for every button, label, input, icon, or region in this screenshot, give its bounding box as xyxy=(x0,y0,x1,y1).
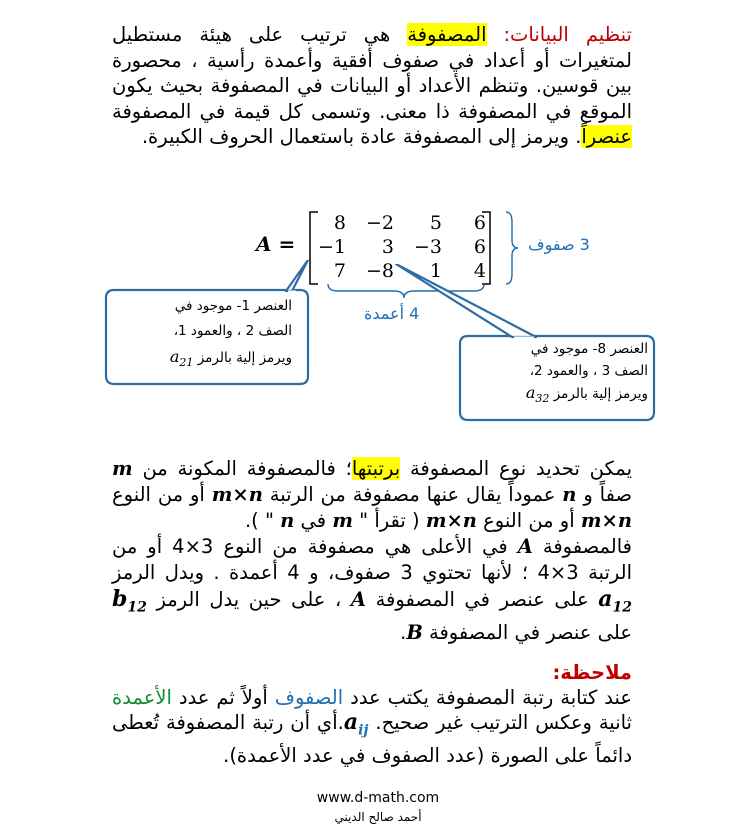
intro-text-1: هي ترتيب على هيئة مستطيل لمتغيرات أو أعداد في صفوف أفقية وأعمدة رأسية ، محصورة بين قوسين. وتنظم الأعداد أو البيانات في المصفوفة بحيث يكون الموقع في المصفوفة ذا معنى. وتسمى كل قيمة في المصفوفة xyxy=(112,23,632,123)
keyword-element: عنصراً xyxy=(581,125,632,148)
footer-author: أحمد صالح الديني xyxy=(334,810,422,824)
footer-url: www.d-math.com xyxy=(316,790,440,806)
order-paragraph: يمكن تحديد نوع المصفوفة برتبتها؛ فالمصفوفة المكونة من m صفاً و n عموداً يقال عنها مصفوفة من الرتبة m×n أو من النوع m×n أو من النوع m×n ( تقرأ " m في n " ). فالمصفوفة A في الأعلى هي مصفوفة من النوع 3×4 أو من الرتبة 3×4 ؛ لأنها تحتوي 3 صفوف، و 4 أعمدة . ويدل الرمز $a_{12}$ على عنصر في المصفوفة A ، على حين يدل الرمز $b_{12}$ على عنصر في المصفوفة B. xyxy=(112,457,633,645)
callout-right xyxy=(476,338,648,410)
keyword-order: برتبتها xyxy=(351,457,401,480)
intro-term: تنظيم البيانات: xyxy=(503,23,632,46)
matrix-cell-r1c2: −2 xyxy=(365,212,394,234)
matrix-cell-r3c4: 4 xyxy=(473,260,486,282)
keyword-matrix: المصفوفة xyxy=(407,23,487,46)
matrix-label: A = xyxy=(256,232,296,256)
callout-right-line1: العنصر 8- موجود في xyxy=(530,341,648,357)
matrix-diagram xyxy=(0,200,756,430)
matrix-cell-r1c1: 8 xyxy=(333,212,346,234)
intro-paragraph xyxy=(112,22,632,150)
note-block: ملاحظة: عند كتابة رتبة المصفوفة يكتب عدد الصفوف أولاً ثم عدد الأعمدة ثانية وعكس الترتيب غير صحيح. $a_{ij}.أي$ أن رتبة المصفوفة تُعطى دائماً على الصورة (عدد الصفوف في عدد الأعمدة). xyxy=(112,661,632,768)
matrix-cell-r3c1: 7 xyxy=(333,260,346,282)
rows-label: 3 صفوف xyxy=(528,235,590,254)
matrix-cell-r1c3: 5 xyxy=(429,212,442,234)
callout-right-line2: الصف 3 ، والعمود 2، xyxy=(529,363,648,379)
matrix-cell-r2c4: 6 xyxy=(473,236,486,258)
matrix-cell-r2c1: −1 xyxy=(317,236,346,258)
matrix-cell-r2c3: −3 xyxy=(413,236,442,258)
matrix-cell-r2c2: 3 xyxy=(381,236,394,258)
callout-right-line3: ويرمز إلية بالرمز $a_{32}$ xyxy=(525,383,648,406)
matrix-cell-r3c2: −8 xyxy=(365,260,394,282)
note-cols-word: الأعمدة xyxy=(112,686,172,709)
matrix-cell-r1c4: 6 xyxy=(473,212,486,234)
matrix-cell-r3c3: 1 xyxy=(429,260,442,282)
callout-left-line3: ويرمز إلية بالرمز $a_{21}$ xyxy=(169,347,292,370)
callout-left-line1: العنصر 1- موجود في xyxy=(174,298,292,314)
callout-left xyxy=(112,294,292,375)
note-title: ملاحظة: xyxy=(552,661,632,684)
columns-label: 4 أعمدة xyxy=(364,304,420,323)
callout-left-line2: الصف 2 ، والعمود 1، xyxy=(173,323,292,339)
intro-text-2: . ويرمز إلى المصفوفة عادة باستعمال الحروف الكبيرة. xyxy=(141,125,582,148)
note-rows-word: الصفوف xyxy=(274,686,344,709)
